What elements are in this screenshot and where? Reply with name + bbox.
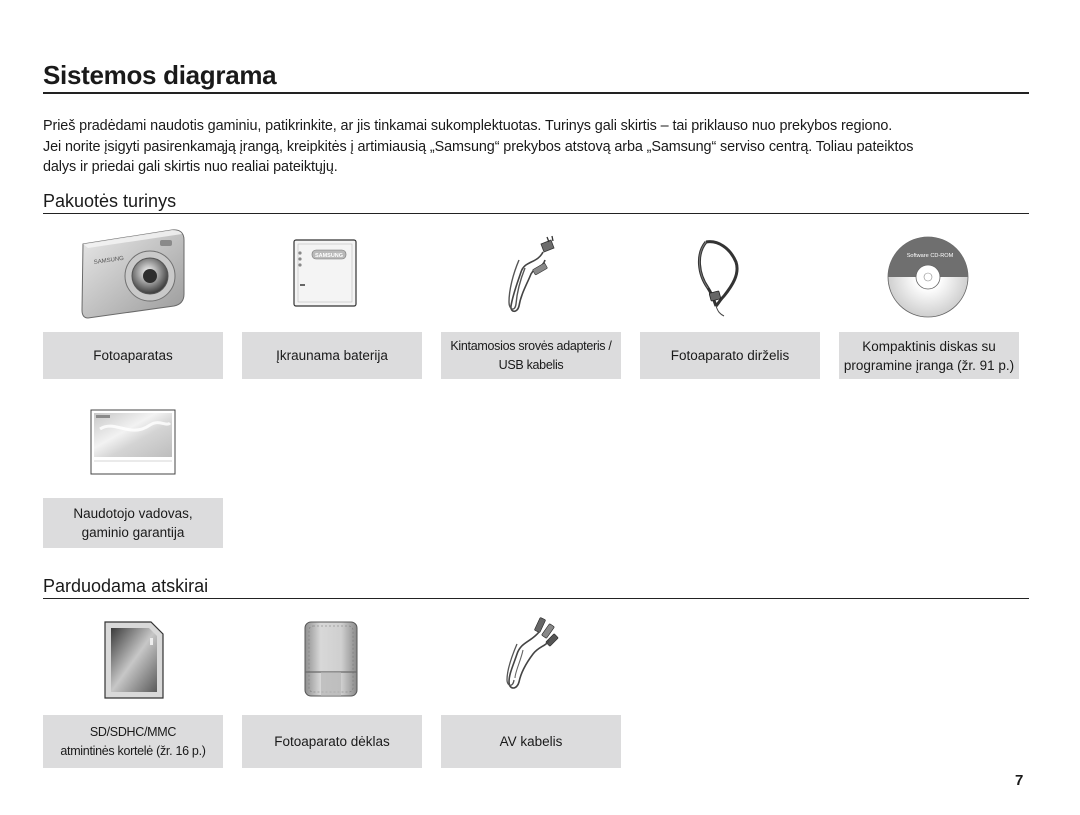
caption-camera-case bbox=[242, 715, 422, 768]
caption-line: Įkraunama baterija bbox=[276, 348, 388, 363]
battery-logo: SAMSUNG bbox=[314, 253, 344, 259]
user-manual-icon bbox=[90, 409, 176, 475]
caption-camera bbox=[43, 332, 223, 379]
caption-line: USB kabelis bbox=[498, 357, 564, 372]
svg-text:SAMSUNG: SAMSUNG bbox=[93, 255, 125, 266]
ac-adapter-usb-cable-icon bbox=[497, 234, 561, 318]
caption-line: Naudotojo vadovas, bbox=[73, 506, 193, 521]
camera-case-icon bbox=[303, 620, 359, 698]
cd-rom-icon bbox=[886, 235, 970, 319]
caption-cd-rom bbox=[839, 332, 1019, 379]
memory-card-icon bbox=[103, 620, 165, 700]
caption-line: AV kabelis bbox=[499, 734, 563, 749]
caption-ac-adapter bbox=[441, 332, 621, 379]
intro-line: Prieš pradėdami naudotis gaminiu, patikrinkite, ar jis tinkamai sukomplektuotas. Turinys gali skirtis – tai priklauso nuo prekybos regiono. bbox=[43, 118, 893, 134]
intro-line: dalys ir priedai gali skirtis nuo realiai pateiktųjų. bbox=[43, 159, 338, 175]
caption-line: gaminio garantija bbox=[81, 525, 185, 540]
caption-line: atmintinės kortelė (žr. 16 p.) bbox=[60, 743, 206, 758]
strap-icon bbox=[690, 234, 754, 318]
camera-icon bbox=[80, 226, 188, 322]
cd-label: Software CD-ROM bbox=[906, 253, 954, 259]
caption-line: Kintamosios srovės adapteris / bbox=[450, 338, 612, 353]
sold-separately-heading: Parduodama atskirai bbox=[43, 575, 1029, 599]
page-title: Sistemos diagrama bbox=[43, 60, 1029, 94]
caption-strap bbox=[640, 332, 820, 379]
caption-av-cable bbox=[441, 715, 621, 768]
caption-line: Fotoaparato dėklas bbox=[274, 734, 390, 749]
caption-line: Kompaktinis diskas su bbox=[862, 338, 996, 354]
caption-line: Fotoaparato dirželis bbox=[670, 348, 790, 363]
page-number: 7 bbox=[1015, 772, 1024, 789]
caption-line: programine įranga (žr. 91 p.) bbox=[843, 357, 1015, 373]
battery-icon bbox=[290, 238, 360, 308]
caption-battery bbox=[242, 332, 422, 379]
caption-line: SD/SDHC/MMC bbox=[89, 724, 177, 739]
caption-line: Fotoaparatas bbox=[93, 348, 173, 363]
caption-memory-card bbox=[43, 715, 223, 768]
package-heading: Pakuotės turinys bbox=[43, 190, 1029, 214]
intro-line: Jei norite įsigyti pasirenkamąją įrangą, kreipkitės į artimiausią „Samsung“ prekybos atstovą arba „Samsung“ serviso centrą. Toliau pateiktos bbox=[43, 138, 914, 155]
av-cable-icon bbox=[497, 614, 563, 692]
caption-manual bbox=[43, 498, 223, 548]
intro-paragraph bbox=[43, 116, 1033, 178]
